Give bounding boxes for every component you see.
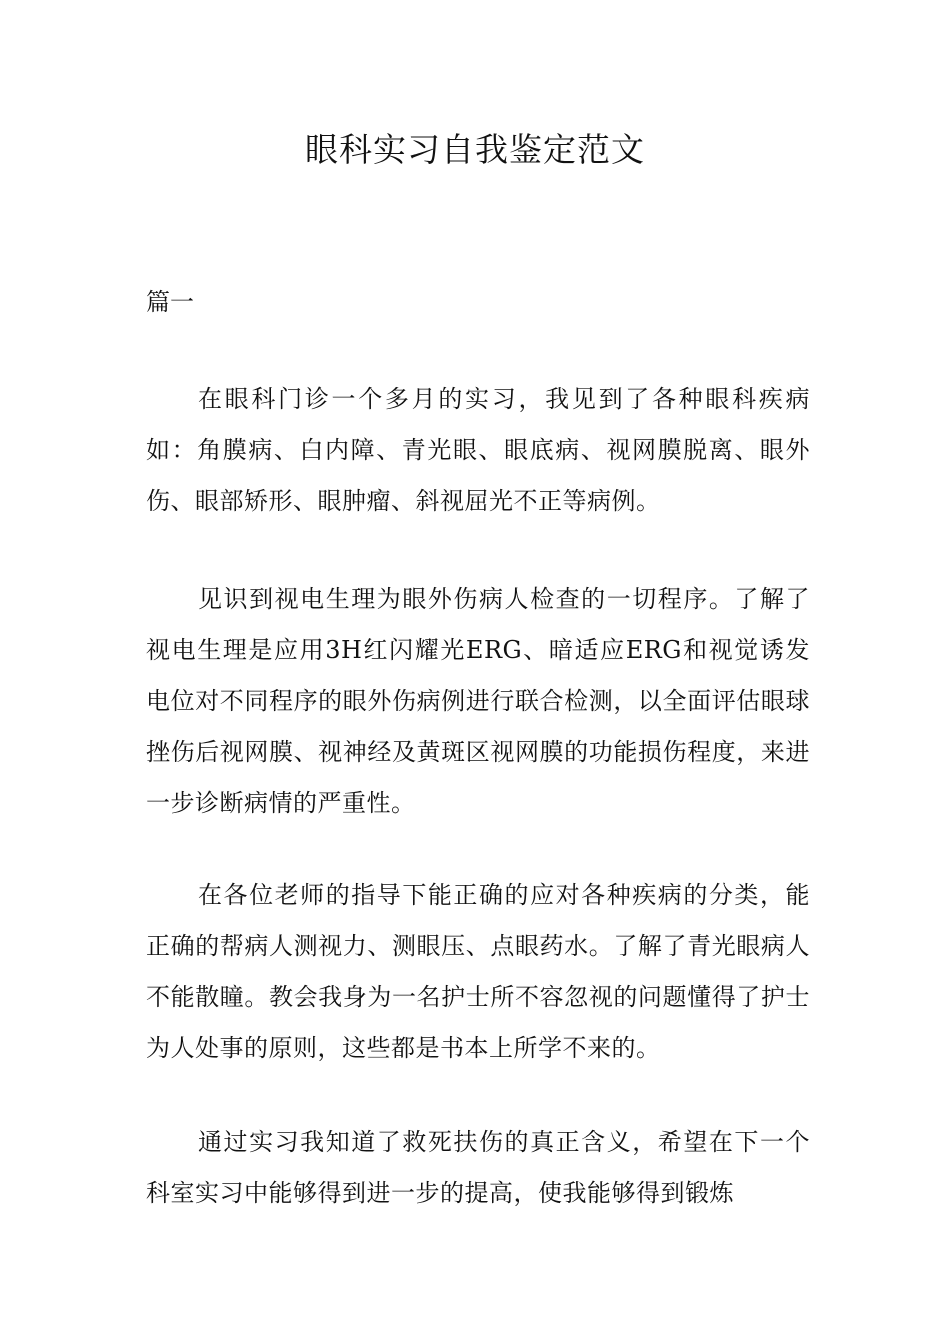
paragraph-2: 见识到视电生理为眼外伤病人检查的一切程序。了解了视电生理是应用3H红闪耀光ERG、暗适应ERG和视觉诱发电位对不同程序的眼外伤病例进行联合检测，以全面评估眼球挫伤后视网膜、视神经及黄斑区视网膜的功能损伤程度，来进一步诊断病情的严重性。 — [146, 585, 810, 817]
paragraph-3: 在各位老师的指导下能正确的应对各种疾病的分类，能正确的帮病人测视力、测眼压、点眼药水。了解了青光眼病人不能散瞳。教会我身为一名护士所不容忽视的问题懂得了护士为人处事的原则，这些都是书本上所学不来的。 — [146, 881, 810, 1062]
page-title: 眼科实习自我鉴定范文 — [305, 130, 645, 169]
paragraph-4: 通过实习我知道了救死扶伤的真正含义，希望在下一个科室实习中能够得到进一步的提高，使我能够得到锻炼 — [146, 1128, 810, 1207]
paragraph-1: 在眼科门诊一个多月的实习，我见到了各种眼科疾病如：角膜病、白内障、青光眼、眼底病、视网膜脱离、眼外伤、眼部矫形、眼肿瘤、斜视屈光不正等病例。 — [146, 385, 810, 515]
section-label: 篇一 — [146, 288, 194, 316]
